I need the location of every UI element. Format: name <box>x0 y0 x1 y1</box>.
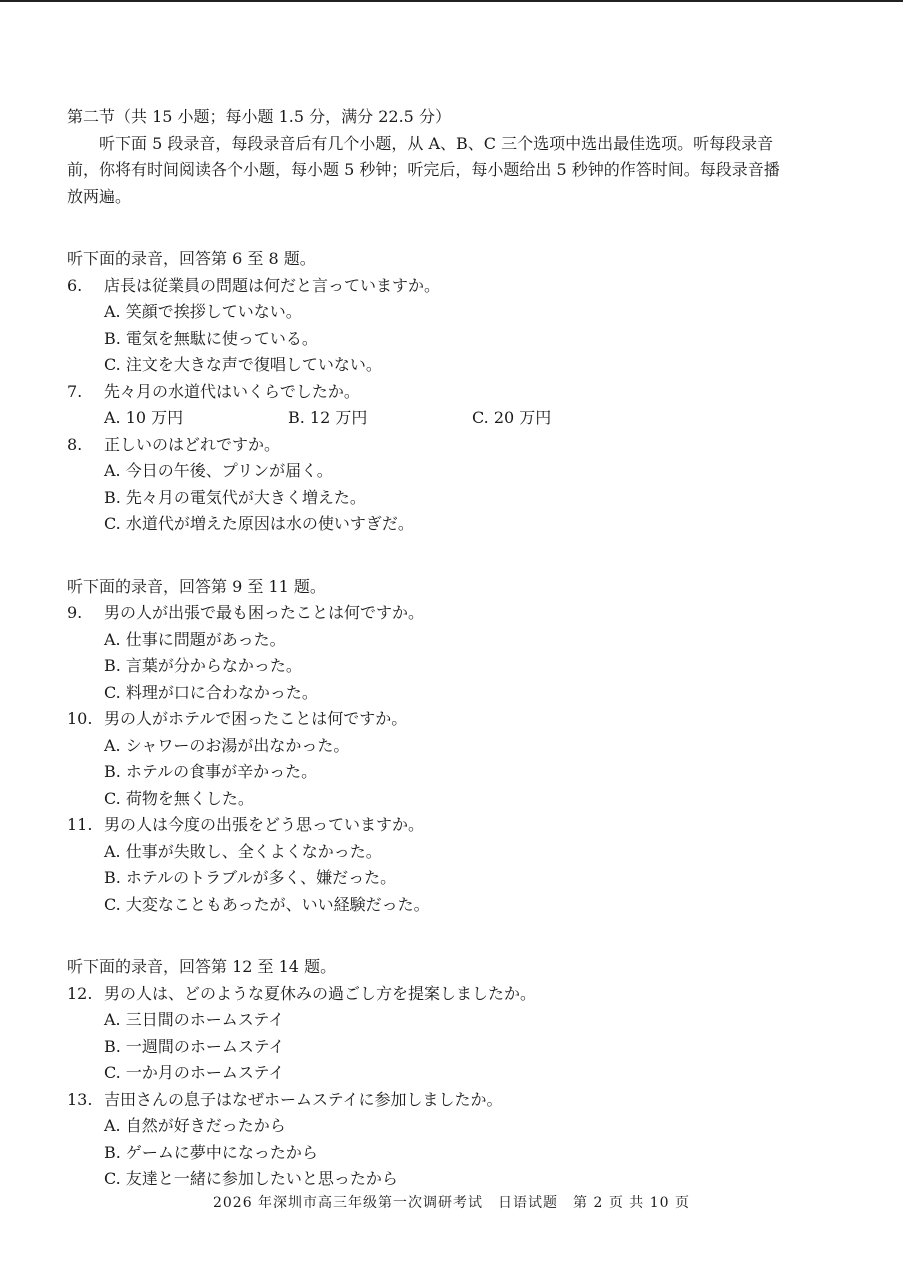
option-c: C. 料理が口に合わなかった。 <box>104 682 318 702</box>
question-number: 8. <box>67 434 83 454</box>
question-6 <box>67 273 787 300</box>
question-7 <box>67 379 787 406</box>
options-row <box>67 405 787 432</box>
question-text: 男の人は、どのような夏休みの過ごし方を提案しましたか。 <box>104 983 537 1003</box>
question-number: 6. <box>67 275 83 295</box>
option-c: C. 水道代が増えた原因は水の使いすぎだ。 <box>104 514 414 533</box>
option-b: B. ゲームに夢中になったから <box>104 1142 318 1162</box>
option-b: B. 電気を無駄に使っている。 <box>104 328 318 348</box>
question-number: 7. <box>67 381 83 401</box>
question-text: 男の人は今度の出張をどう思っていますか。 <box>104 815 425 834</box>
option-a: A. 10 万円 <box>104 408 184 427</box>
question-number: 10. <box>67 709 93 728</box>
option-b: B. 12 万円 <box>288 408 368 427</box>
question-text: 店長は従業員の問題は何だと言っていますか。 <box>104 275 441 295</box>
question-text: 吉田さんの息子はなぜホームステイに参加しましたか。 <box>104 1089 503 1109</box>
question-group <box>67 574 787 919</box>
question-text: 男の人がホテルで困ったことは何ですか。 <box>104 709 408 728</box>
question-number: 11. <box>67 815 93 834</box>
option-a: A. 今日の午後、プリンが届く。 <box>104 461 333 480</box>
option-a: A. 笑顔で挨拶していない。 <box>104 302 302 321</box>
question-13 <box>67 1087 787 1114</box>
question-12 <box>67 981 787 1008</box>
option-c: C. 大変なこともあったが、いい経験だった。 <box>104 894 430 914</box>
question-9 <box>67 600 787 627</box>
option-a: A. 仕事に問題があった。 <box>104 629 286 649</box>
option-c: C. 一か月のホームステイ <box>104 1063 285 1082</box>
section-instructions: 听下面 5 段录音，每段录音后有几个小题，从 A、B、C 三个选项中选出最佳选项。听每段录音前，你将有时间阅读各个小题，每小题 5 秒钟；听完后，每小题给出 5 秒钟的作答时间。每段录音播放两遍。 <box>67 133 780 206</box>
question-number: 12. <box>67 983 93 1003</box>
option-c: C. 20 万円 <box>472 408 552 427</box>
option-b: B. 言葉が分からなかった。 <box>104 656 302 675</box>
option-a: A. 自然が好きだったから <box>104 1116 286 1135</box>
exam-page <box>67 104 787 1193</box>
section-header: 第二节（共 15 小题；每小题 1.5 分，满分 22.5 分） <box>67 107 451 126</box>
option-c: C. 注文を大きな声で復唱していない。 <box>104 355 382 374</box>
option-b: B. 先々月の電気代が大きく増えた。 <box>104 487 366 507</box>
question-text: 男の人が出張で最も困ったことは何ですか。 <box>104 603 425 622</box>
group-intro: 听下面的录音，回答第 6 至 8 题。 <box>67 249 316 268</box>
option-a: A. シャワーのお湯が出なかった。 <box>104 735 350 755</box>
question-number: 9. <box>67 603 83 622</box>
scan-edge-line <box>0 0 903 2</box>
option-a: A. 三日間のホームステイ <box>104 1010 285 1029</box>
question-text: 正しいのはどれですか。 <box>104 434 281 454</box>
option-a: A. 仕事が失敗し、全くよくなかった。 <box>104 841 382 861</box>
question-group <box>67 954 787 1193</box>
option-c: C. 荷物を無くした。 <box>104 788 254 808</box>
option-b: B. ホテルの食事が辛かった。 <box>104 762 318 781</box>
question-8 <box>67 432 787 459</box>
group-intro: 听下面的录音，回答第 9 至 11 题。 <box>67 576 326 596</box>
question-number: 13. <box>67 1089 93 1109</box>
option-c: C. 友達と一緒に参加したいと思ったから <box>104 1169 398 1188</box>
page-footer: 2026 年深圳市高三年级第一次调研考试 日语试题 第 2 页 共 10 页 <box>212 1195 691 1211</box>
question-text: 先々月の水道代はいくらでしたか。 <box>104 381 360 401</box>
option-b: B. 一週間のホームステイ <box>104 1036 285 1056</box>
question-11 <box>67 812 787 839</box>
question-group <box>67 246 787 538</box>
group-intro: 听下面的录音，回答第 12 至 14 题。 <box>67 957 337 976</box>
question-10 <box>67 706 787 733</box>
option-b: B. ホテルのトラブルが多く、嫌だった。 <box>104 868 397 887</box>
